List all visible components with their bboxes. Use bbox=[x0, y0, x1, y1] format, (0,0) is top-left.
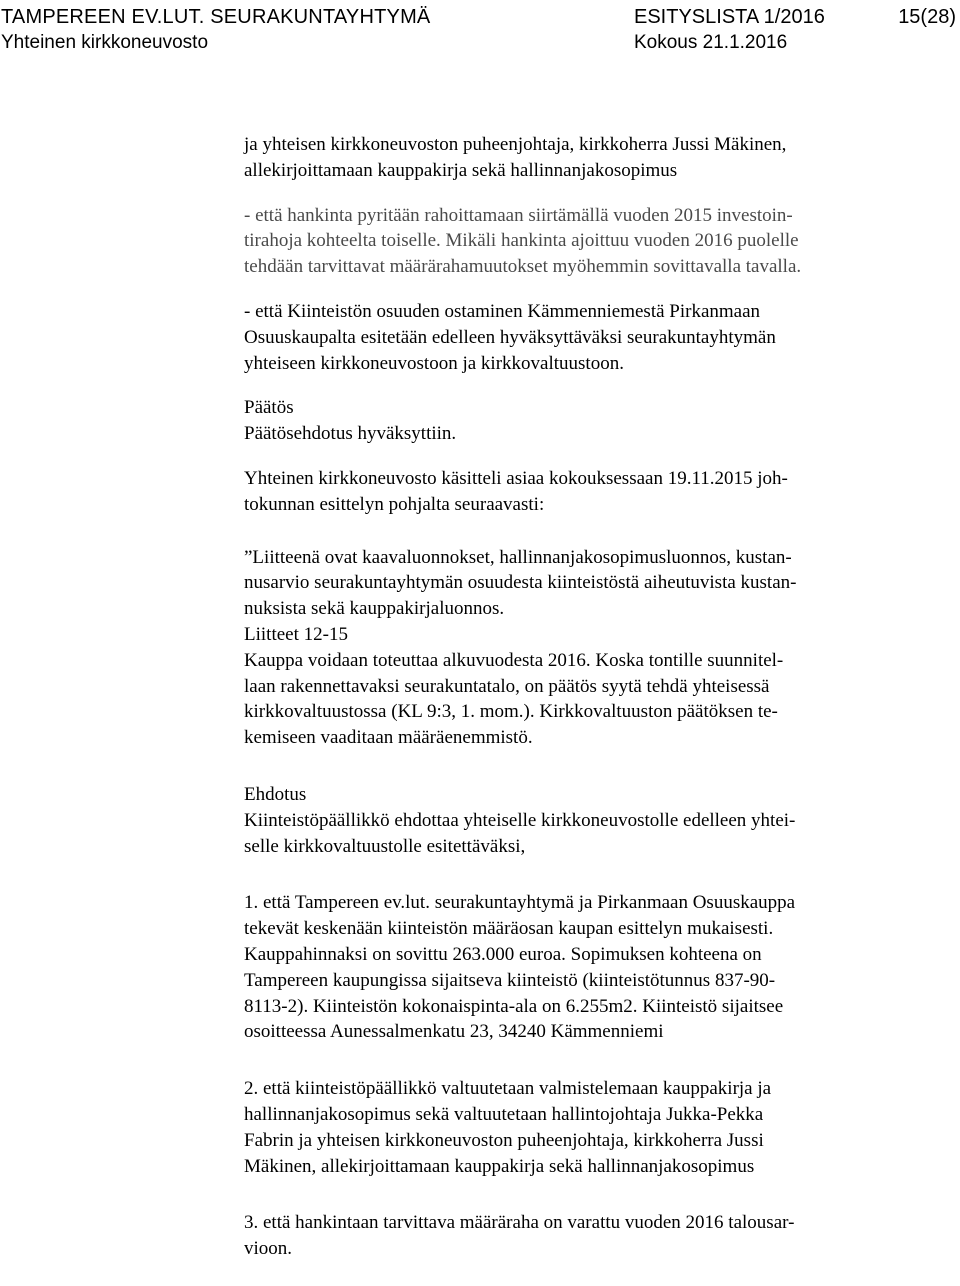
page-header-row-1 bbox=[0, 4, 960, 30]
text-line: 2. että kiinteistöpäällikkö valtuutetaan valmistelemaan kauppakirja ja bbox=[244, 1078, 772, 1100]
text-line: nuksista sekä kauppakirjaluonnos. bbox=[244, 598, 505, 620]
text-line: selle kirkkovaltuustolle esitettäväksi, bbox=[244, 835, 526, 857]
decision-text: Päätösehdotus hyväksyttiin. bbox=[244, 423, 457, 445]
document-body bbox=[244, 132, 944, 1262]
text-line: Tampereen kaupungissa sijaitseva kiinteistö (kiinteistötunnus 837-90- bbox=[244, 969, 776, 991]
text-line: tehdään tarvittavat määrärahamuutokset myöhemmin sovittavalla tavalla. bbox=[244, 256, 802, 278]
text-line: tirahoja kohteelta toiselle. Mikäli hankinta ajoittuu vuoden 2016 puolelle bbox=[244, 230, 799, 252]
text-line: ja yhteisen kirkkoneuvoston puheenjohtaja, kirkkoherra Jussi Mäkinen, bbox=[244, 134, 787, 155]
text-line: nusarvio seurakuntayhtymän osuudesta kiinteistöstä aiheutuvista kustan- bbox=[244, 572, 797, 594]
text-line: vioon. bbox=[244, 1238, 293, 1260]
proposal-heading: Ehdotus bbox=[244, 783, 307, 805]
header-agenda-number: ESITYSLISTA 1/2016 bbox=[634, 6, 825, 28]
text-line: Kauppa voidaan toteuttaa alkuvuodesta 2016. Koska tontille suunnitel- bbox=[244, 649, 784, 671]
proposal-item-2 bbox=[244, 1076, 944, 1179]
text-line: - että hankinta pyritään rahoittamaan siirtämällä vuoden 2015 investoin- bbox=[244, 204, 793, 226]
text-line: tekevät keskenään kiinteistön määräosan kaupan esittelyn mukaisesti. bbox=[244, 918, 774, 940]
text-line: Kiinteistöpäällikkö ehdottaa yhteiselle kirkkoneuvostolle edelleen yhtei- bbox=[244, 809, 796, 831]
text-line: osoitteessa Aunessalmenkatu 23, 34240 Kämmenniemi bbox=[244, 1021, 664, 1043]
funding-paragraph bbox=[244, 203, 944, 280]
processing-paragraph bbox=[244, 466, 944, 518]
text-line: Yhteinen kirkkoneuvosto käsitteli asiaa kokouksessaan 19.11.2015 joh- bbox=[244, 467, 788, 489]
text-line: ”Liitteenä ovat kaavaluonnokset, hallinnanjakosopimusluonnos, kustan- bbox=[244, 546, 792, 568]
attachments-paragraph bbox=[244, 545, 944, 751]
intro-paragraph bbox=[244, 132, 944, 184]
text-line: Osuuskaupalta esitetään edelleen hyväksyttäväksi seurakuntayhtymän bbox=[244, 326, 776, 348]
header-governing-body: Yhteinen kirkkoneuvosto bbox=[1, 32, 209, 53]
text-line: 8113-2). Kiinteistön kokonaispinta-ala on 6.255m2. Kiinteistö sijaitsee bbox=[244, 995, 784, 1017]
text-line: 1. että Tampereen ev.lut. seurakuntayhtymä ja Pirkanmaan Osuuskauppa bbox=[244, 892, 796, 914]
page-header-row-2 bbox=[0, 30, 960, 56]
attachments-reference: Liitteet 12-15 bbox=[244, 623, 348, 645]
header-meeting-date: Kokous 21.1.2016 bbox=[634, 32, 788, 53]
text-line: allekirjoittamaan kauppakirja sekä hallinnanjakosopimus bbox=[244, 159, 678, 181]
text-line: laan rakennettavaksi seurakuntatalo, on päätös syytä tehdä yhteisessä bbox=[244, 675, 770, 697]
text-line: Mäkinen, allekirjoittamaan kauppakirja sekä hallinnanjakosopimus bbox=[244, 1155, 755, 1177]
text-line: kemiseen vaaditaan määräenemmistö. bbox=[244, 727, 533, 749]
text-line: 3. että hankintaan tarvittava määräraha on varattu vuoden 2016 talousar- bbox=[244, 1212, 795, 1234]
text-line: kirkkovaltuustossa (KL 9:3, 1. mom.). Kirkkovaltuuston päätöksen te- bbox=[244, 701, 778, 723]
proposal-item-3 bbox=[244, 1210, 944, 1262]
header-organization: TAMPEREEN EV.LUT. SEURAKUNTAYHTYMÄ bbox=[1, 6, 431, 28]
text-line: Kauppahinnaksi on sovittu 263.000 euroa. Sopimuksen kohteena on bbox=[244, 943, 762, 965]
proposal-paragraph bbox=[244, 808, 944, 860]
text-line: - että Kiinteistön osuuden ostaminen Kämmenniemestä Pirkanmaan bbox=[244, 300, 761, 322]
decision-heading: Päätös bbox=[244, 397, 294, 419]
text-line: Fabrin ja yhteisen kirkkoneuvoston puheenjohtaja, kirkkoherra Jussi bbox=[244, 1129, 764, 1151]
header-page-number: 15(28) bbox=[898, 6, 956, 28]
text-line: hallinnanjakosopimus sekä valtuutetaan hallintojohtaja Jukka-Pekka bbox=[244, 1103, 764, 1125]
forwarding-paragraph bbox=[244, 299, 944, 376]
text-line: tokunnan esittelyn pohjalta seuraavasti: bbox=[244, 493, 545, 515]
text-line: yhteiseen kirkkoneuvostoon ja kirkkovaltuustoon. bbox=[244, 352, 624, 374]
proposal-item-1 bbox=[244, 890, 944, 1045]
